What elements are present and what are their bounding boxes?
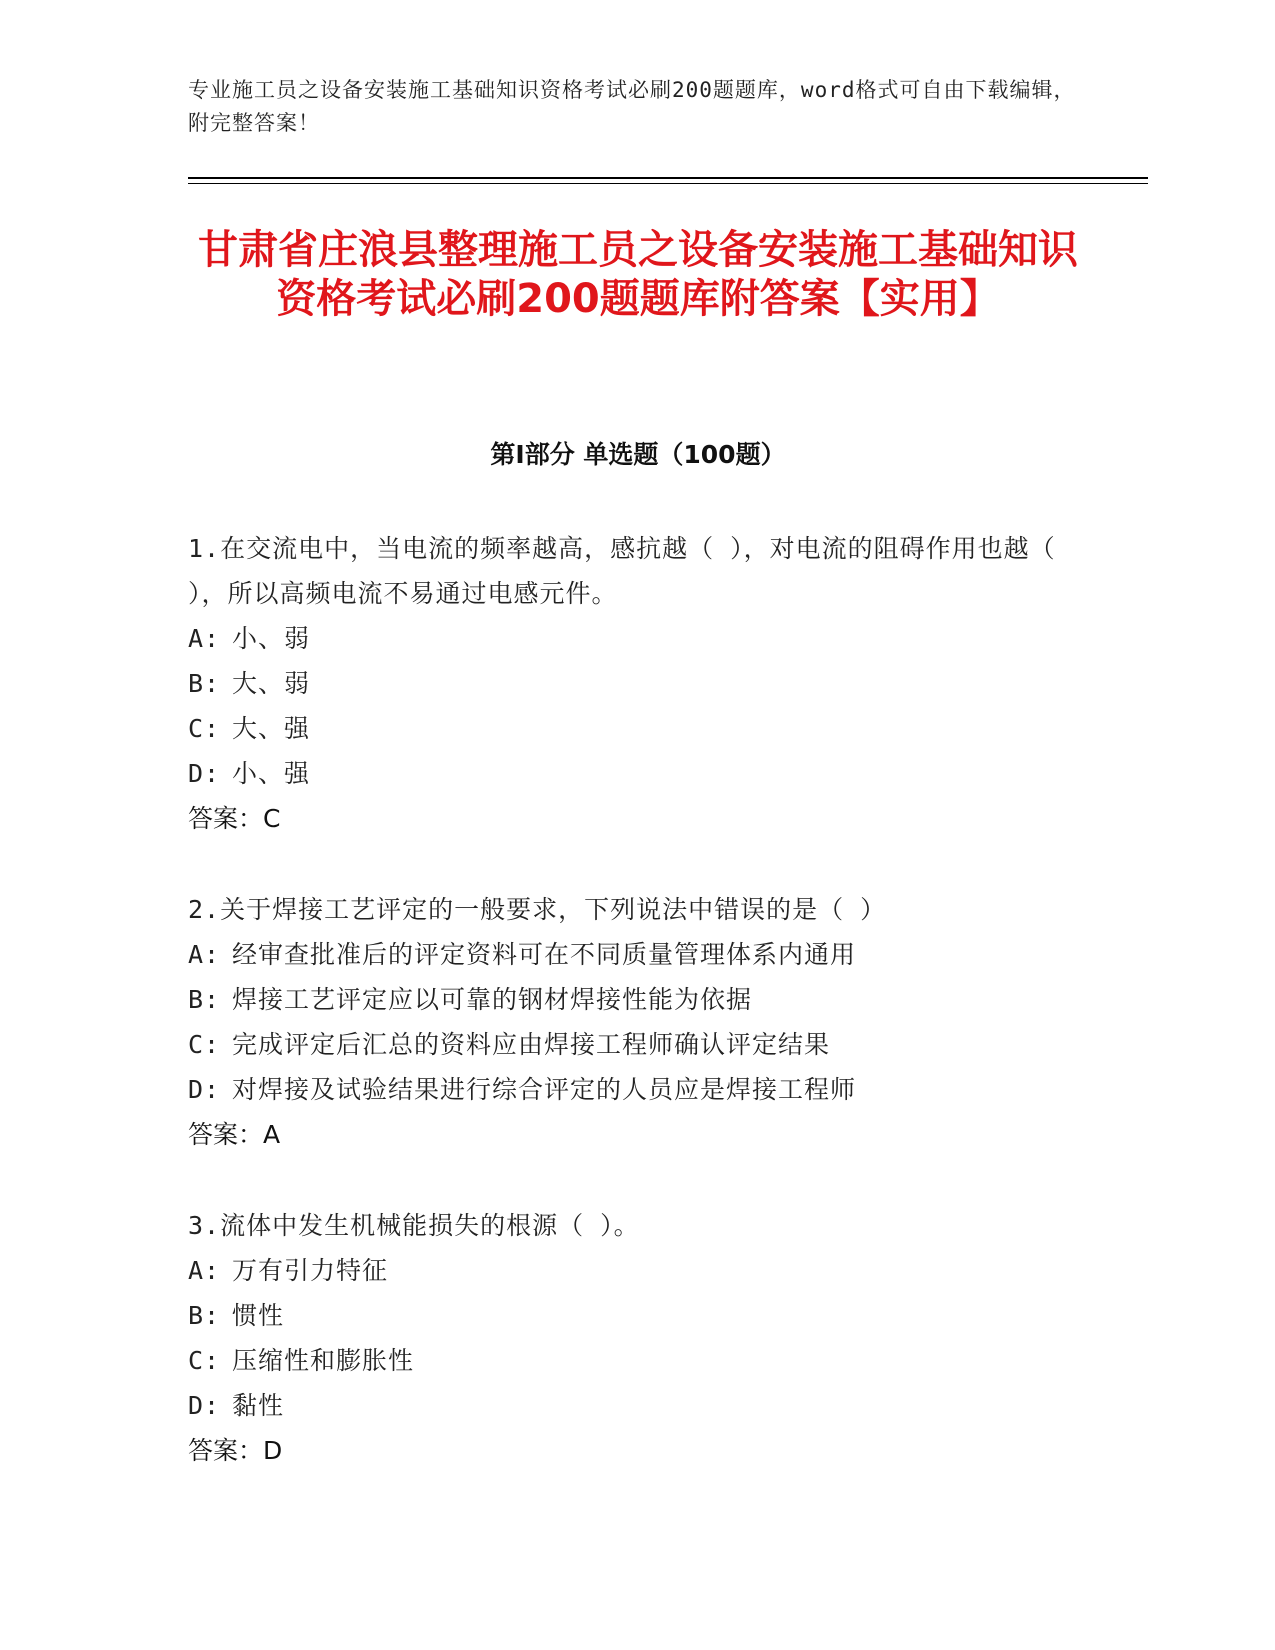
option-b (188, 1293, 1088, 1338)
header-divider-thick (188, 177, 1148, 179)
option-label: A: (188, 624, 221, 653)
option-text: 黏性 (232, 1391, 285, 1420)
option-text: 小、弱 (232, 624, 311, 653)
option-a (188, 616, 1088, 661)
answer-line: 答案：A (188, 1120, 281, 1149)
option-text: 大、强 (232, 714, 311, 743)
header-note: 专业施工员之设备安装施工基础知识资格考试必刷200题题库，word格式可自由下载编辑，附完整答案！ (188, 78, 1076, 135)
question-list (188, 526, 1088, 1519)
question-item (188, 1203, 1088, 1473)
option-label: D: (188, 759, 221, 788)
option-label: A: (188, 940, 221, 969)
option-label: D: (188, 1391, 221, 1420)
option-label: C: (188, 714, 221, 743)
option-text: 大、弱 (232, 669, 311, 698)
option-label: B: (188, 669, 221, 698)
option-d (188, 751, 1088, 796)
option-text: 万有引力特征 (232, 1256, 389, 1285)
option-text: 完成评定后汇总的资料应由焊接工程师确认评定结果 (232, 1030, 831, 1059)
option-text: 对焊接及试验结果进行综合评定的人员应是焊接工程师 (232, 1075, 857, 1104)
option-label: C: (188, 1030, 221, 1059)
question-stem: 1.在交流电中，当电流的频率越高，感抗越（ ），对电流的阻碍作用也越（ ），所以高频电流不易通过电感元件。 (188, 534, 1056, 608)
option-text: 小、强 (232, 759, 311, 788)
option-label: C: (188, 1346, 221, 1375)
option-a (188, 932, 1088, 977)
document-title: 甘肃省庄浪县整理施工员之设备安装施工基础知识资格考试必刷200题题库附答案【实用】 (198, 227, 1078, 322)
option-a (188, 1248, 1088, 1293)
option-c (188, 1338, 1088, 1383)
question-item (188, 887, 1088, 1157)
option-label: D: (188, 1075, 221, 1104)
question-stem: 2.关于焊接工艺评定的一般要求，下列说法中错误的是（ ） (188, 895, 887, 924)
question-item (188, 526, 1088, 841)
option-c (188, 706, 1088, 751)
answer-line: 答案：D (188, 1436, 283, 1465)
question-stem: 3.流体中发生机械能损失的根源（ ）。 (188, 1211, 640, 1240)
option-d (188, 1383, 1088, 1428)
option-text: 焊接工艺评定应以可靠的钢材焊接性能为依据 (232, 985, 753, 1014)
option-b (188, 661, 1088, 706)
option-text: 经审查批准后的评定资料可在不同质量管理体系内通用 (232, 940, 857, 969)
answer-line: 答案：C (188, 804, 281, 833)
header-divider-thin (188, 183, 1148, 184)
option-c (188, 1022, 1088, 1067)
option-b (188, 977, 1088, 1022)
option-label: B: (188, 985, 221, 1014)
option-label: B: (188, 1301, 221, 1330)
option-text: 惯性 (232, 1301, 285, 1330)
option-d (188, 1067, 1088, 1112)
option-text: 压缩性和膨胀性 (232, 1346, 415, 1375)
option-label: A: (188, 1256, 221, 1285)
section-heading: 第Ⅰ部分 单选题（100题） (490, 440, 786, 469)
